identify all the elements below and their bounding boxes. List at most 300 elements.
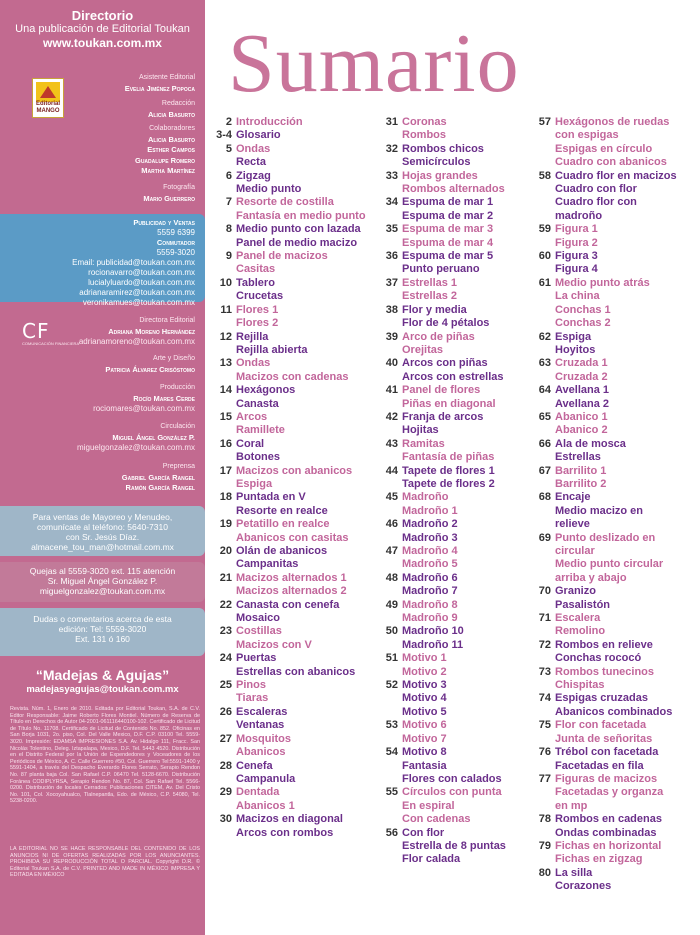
toc-entry[interactable] bbox=[376, 813, 506, 826]
toc-entry[interactable] bbox=[210, 451, 366, 464]
ventas-email[interactable]: almacene_tou_man@hotmail.com.mx bbox=[31, 542, 174, 552]
toc-page-number: 17 bbox=[219, 464, 232, 477]
toc-entry[interactable] bbox=[376, 398, 506, 411]
toc-entry[interactable] bbox=[529, 304, 677, 317]
toc-entry-title: Conchas rococó bbox=[555, 652, 642, 665]
toc-entry-title: Resorte en realce bbox=[236, 504, 328, 517]
toc-page-number: 22 bbox=[219, 598, 232, 611]
toc-entry[interactable] bbox=[529, 505, 677, 518]
toc-entry[interactable] bbox=[529, 545, 677, 558]
toc-entry-title: La china bbox=[555, 290, 600, 303]
toc-entry-title: Zigzag bbox=[236, 169, 271, 182]
toc-entry[interactable] bbox=[210, 371, 366, 384]
toc-entry-title: Puertas bbox=[236, 652, 277, 665]
toc-entry-title: Macizos con cadenas bbox=[236, 370, 349, 383]
toc-page-number: 56 bbox=[385, 826, 398, 839]
toc-entry[interactable] bbox=[529, 800, 677, 813]
toc-entry[interactable] bbox=[529, 424, 677, 437]
toc-entry-title: Punto peruano bbox=[402, 263, 480, 276]
toc-entry[interactable] bbox=[529, 143, 677, 156]
toc-entry[interactable] bbox=[210, 719, 366, 732]
toc-entry[interactable] bbox=[529, 679, 677, 692]
toc-page-number: 45 bbox=[385, 491, 398, 504]
toc-entry[interactable] bbox=[210, 478, 366, 491]
toc-entry[interactable] bbox=[210, 196, 366, 209]
toc-entry[interactable] bbox=[529, 639, 677, 652]
toc-entry[interactable] bbox=[376, 438, 506, 451]
toc-entry-title: Rejilla bbox=[236, 330, 269, 343]
toc-entry[interactable] bbox=[210, 786, 366, 799]
toc-entry[interactable] bbox=[376, 612, 506, 625]
toc-entry[interactable] bbox=[529, 196, 677, 209]
toc-page-number: 10 bbox=[219, 276, 232, 289]
toc-entry-title: Madroño 11 bbox=[402, 638, 464, 651]
cf-logo-subtitle: COMUNICACIÓN FINANCIERA bbox=[22, 341, 80, 346]
toc-entry[interactable] bbox=[529, 290, 677, 303]
toc-entry[interactable] bbox=[376, 317, 506, 330]
toc-entry[interactable] bbox=[376, 451, 506, 464]
credit-name: Alicia Basurto bbox=[148, 109, 195, 119]
toc-entry[interactable] bbox=[376, 558, 506, 571]
toc-entry[interactable] bbox=[376, 277, 506, 290]
toc-entry[interactable] bbox=[529, 438, 677, 451]
toc-entry[interactable] bbox=[376, 505, 506, 518]
staff-name: Gabriel García Rangel bbox=[121, 472, 195, 482]
toc-entry[interactable] bbox=[376, 532, 506, 545]
toc-entry[interactable] bbox=[529, 706, 677, 719]
magazine-email[interactable]: madejasyagujas@toukan.com.mx bbox=[26, 684, 179, 695]
toc-entry-title: Cuadro flor con bbox=[555, 196, 637, 209]
toc-page-number: 13 bbox=[219, 357, 232, 370]
toc-entry[interactable] bbox=[529, 840, 677, 853]
toc-entry-title: Orejitas bbox=[402, 343, 443, 356]
toc-entry-title: Madroño 6 bbox=[402, 571, 458, 584]
toc-entry[interactable] bbox=[529, 867, 677, 880]
toc-entry[interactable] bbox=[210, 760, 366, 773]
staff-email[interactable]: miguelgonzalez@toukan.com.mx bbox=[77, 443, 195, 452]
staff-name: Ramón García Rangel bbox=[125, 483, 195, 492]
toc-entry-title: Dentada bbox=[236, 786, 280, 799]
magazine-block bbox=[0, 667, 205, 696]
toc-entry-title: Franja de arcos bbox=[402, 410, 484, 423]
toc-entry[interactable] bbox=[529, 692, 677, 705]
toc-entry[interactable] bbox=[210, 237, 366, 250]
toc-page-number: 18 bbox=[219, 491, 232, 504]
toc-entry[interactable] bbox=[210, 424, 366, 437]
toc-entry[interactable] bbox=[376, 143, 506, 156]
toc-entry[interactable] bbox=[210, 263, 366, 276]
toc-entry[interactable] bbox=[210, 692, 366, 705]
ventas-line: Para ventas de Mayoreo y Menudeo, bbox=[32, 512, 173, 522]
toc-entry[interactable] bbox=[529, 719, 677, 732]
toc-entry[interactable] bbox=[376, 639, 506, 652]
toc-entry[interactable] bbox=[210, 612, 366, 625]
toc-page-number: 41 bbox=[385, 384, 398, 397]
toc-entry-title: Macizos con abanicos bbox=[236, 464, 353, 477]
toc-entry-title: Motivo 4 bbox=[402, 692, 447, 705]
toc-entry-title: Abanicos bbox=[236, 746, 286, 759]
toc-entry[interactable] bbox=[376, 572, 506, 585]
toc-entry[interactable] bbox=[210, 438, 366, 451]
toc-entry[interactable] bbox=[210, 491, 366, 504]
toc-entry[interactable] bbox=[376, 599, 506, 612]
toc-entry[interactable] bbox=[529, 733, 677, 746]
toc-entry[interactable] bbox=[376, 424, 506, 437]
toc-entry[interactable] bbox=[210, 518, 366, 531]
toc-entry-title: Macizos en diagonal bbox=[236, 813, 343, 826]
toc-entry[interactable] bbox=[529, 532, 677, 545]
toc-entry[interactable] bbox=[529, 599, 677, 612]
toc-entry-title: Hexágonos de ruedas bbox=[555, 116, 670, 128]
toc-entry[interactable] bbox=[376, 465, 506, 478]
toc-entry[interactable] bbox=[210, 652, 366, 665]
toc-entry[interactable] bbox=[529, 250, 677, 263]
email-link[interactable]: lucialyluardo@toukan.com.mx bbox=[88, 278, 195, 287]
toc-entry[interactable] bbox=[376, 210, 506, 223]
quejas-line: Sr. Miguel Ángel González P. bbox=[47, 576, 158, 586]
cf-logo: CF bbox=[22, 319, 50, 343]
toc-entry[interactable] bbox=[210, 156, 366, 169]
toc-entry[interactable] bbox=[210, 331, 366, 344]
toc-entry[interactable] bbox=[210, 746, 366, 759]
toc-entry[interactable] bbox=[376, 666, 506, 679]
toc-page-number: 3-4 bbox=[216, 129, 232, 142]
toc-entry-title: Estrellas bbox=[555, 451, 601, 464]
toc-entry[interactable] bbox=[529, 813, 677, 826]
toc-entry[interactable] bbox=[376, 518, 506, 531]
email-link[interactable]: adrianaramirez@toukan.com.mx bbox=[79, 288, 195, 297]
toc-entry-title: Ramitas bbox=[402, 437, 445, 450]
toc-entry[interactable] bbox=[210, 223, 366, 236]
toc-entry[interactable] bbox=[529, 853, 677, 866]
toc-entry[interactable] bbox=[210, 666, 366, 679]
toc-entry[interactable] bbox=[210, 290, 366, 303]
toc-entry[interactable] bbox=[529, 331, 677, 344]
toc-entry[interactable] bbox=[210, 411, 366, 424]
toc-entry[interactable] bbox=[529, 183, 677, 196]
toc-page-number: 67 bbox=[538, 464, 551, 477]
email-link[interactable]: rocionavarro@toukan.com.mx bbox=[88, 268, 195, 277]
toc-entry-title: Rejilla abierta bbox=[236, 343, 308, 356]
toc-entry[interactable] bbox=[529, 223, 677, 236]
toc-entry-title: Introducción bbox=[236, 116, 303, 128]
toc-entry-title: Rombos en cadenas bbox=[555, 813, 662, 826]
staff-role: Arte y Diseño bbox=[152, 355, 195, 362]
toc-entry-title: Conchas 1 bbox=[555, 303, 611, 316]
toc-entry[interactable] bbox=[376, 652, 506, 665]
toc-entry[interactable] bbox=[376, 625, 506, 638]
toc-entry[interactable] bbox=[376, 331, 506, 344]
toc-entry[interactable] bbox=[210, 317, 366, 330]
toc-entry[interactable] bbox=[210, 344, 366, 357]
toc-entry-title: Estrella de 8 puntas bbox=[402, 839, 506, 852]
toc-entry-title: Hojas grandes bbox=[402, 169, 478, 182]
toc-entry[interactable] bbox=[529, 451, 677, 464]
toc-entry-title: Facetadas y organza bbox=[555, 786, 664, 799]
toc-page-number: 39 bbox=[385, 330, 398, 343]
toc-entry[interactable] bbox=[529, 666, 677, 679]
toc-page-number: 36 bbox=[385, 250, 398, 263]
toc-entry-title: Rombos bbox=[402, 129, 446, 142]
toc-entry[interactable] bbox=[529, 746, 677, 759]
toc-entry-title: Tapete de flores 1 bbox=[402, 464, 495, 477]
credit-asistente bbox=[125, 73, 195, 94]
toc-entry-title: Panel de medio macizo bbox=[236, 236, 358, 249]
toc-page-number: 68 bbox=[538, 491, 551, 504]
toc-entry[interactable] bbox=[376, 800, 506, 813]
toc-entry-title: Arcos con piñas bbox=[402, 357, 488, 370]
toc-entry[interactable] bbox=[529, 572, 677, 585]
toc-entry[interactable] bbox=[529, 827, 677, 840]
staff-email[interactable]: adrianamoreno@toukan.com.mx bbox=[78, 337, 195, 346]
mango-logo bbox=[32, 78, 64, 118]
toc-entry-title: Medio punto bbox=[236, 183, 302, 196]
toc-entry-title: Arcos con rombos bbox=[236, 826, 334, 839]
toc-page-number: 69 bbox=[538, 531, 551, 544]
toc-entry[interactable] bbox=[376, 491, 506, 504]
toc-page-number: 44 bbox=[385, 464, 398, 477]
toc-entry[interactable] bbox=[210, 639, 366, 652]
toc-entry[interactable] bbox=[529, 558, 677, 571]
toc-entry[interactable] bbox=[376, 183, 506, 196]
toc-entry[interactable] bbox=[529, 237, 677, 250]
toc-entry[interactable] bbox=[376, 344, 506, 357]
toc-entry[interactable] bbox=[529, 371, 677, 384]
toc-entry[interactable] bbox=[529, 760, 677, 773]
toc-entry[interactable] bbox=[210, 733, 366, 746]
toc-entry[interactable] bbox=[376, 357, 506, 370]
toc-entry[interactable] bbox=[376, 585, 506, 598]
toc-entry-title: Arco de piñas bbox=[402, 330, 475, 343]
toc-entry[interactable] bbox=[529, 465, 677, 478]
toc-entry-title: Espiga bbox=[555, 330, 592, 343]
dudas-line: edición: Tel: 5559-3020 bbox=[58, 624, 147, 634]
toc-page-number: 5 bbox=[225, 142, 232, 155]
toc-entry[interactable] bbox=[529, 398, 677, 411]
toc-entry[interactable] bbox=[210, 572, 366, 585]
toc-entry-title: Glosario bbox=[236, 129, 281, 142]
toc-entry[interactable] bbox=[376, 853, 506, 866]
toc-entry[interactable] bbox=[376, 129, 506, 142]
toc-entry[interactable] bbox=[376, 840, 506, 853]
website-link[interactable]: www.toukan.com.mx bbox=[43, 36, 162, 50]
toc-page-number: 75 bbox=[538, 719, 551, 732]
toc-entry-title: Tablero bbox=[236, 276, 275, 289]
toc-entry[interactable] bbox=[210, 465, 366, 478]
toc-entry[interactable] bbox=[376, 196, 506, 209]
toc-page-number: 64 bbox=[538, 384, 551, 397]
toc-entry[interactable] bbox=[529, 625, 677, 638]
toc-entry[interactable] bbox=[210, 250, 366, 263]
toc-entry[interactable] bbox=[210, 357, 366, 370]
toc-page-number: 78 bbox=[538, 813, 551, 826]
toc-entry[interactable] bbox=[529, 478, 677, 491]
toc-entry-title: Flor con facetada bbox=[555, 719, 647, 732]
toc-entry-title: Panel de macizos bbox=[236, 250, 328, 263]
toc-entry[interactable] bbox=[376, 116, 506, 129]
toc-entry[interactable] bbox=[210, 545, 366, 558]
toc-entry[interactable] bbox=[210, 532, 366, 545]
toc-page-number: 46 bbox=[385, 518, 398, 531]
toc-entry[interactable] bbox=[529, 129, 677, 142]
toc-entry[interactable] bbox=[529, 518, 677, 531]
toc-entry[interactable] bbox=[210, 599, 366, 612]
toc-entry[interactable] bbox=[529, 210, 677, 223]
toc-entry-title: Espigas en círculo bbox=[555, 142, 653, 155]
toc-entry[interactable] bbox=[529, 786, 677, 799]
toc-entry[interactable] bbox=[376, 733, 506, 746]
dudas-box bbox=[0, 608, 205, 656]
toc-entry[interactable] bbox=[376, 706, 506, 719]
toc-entry-title: Hexágonos bbox=[236, 384, 296, 397]
toc-entry[interactable] bbox=[529, 317, 677, 330]
toc-entry[interactable] bbox=[529, 277, 677, 290]
toc-entry-title: Flores 2 bbox=[236, 317, 279, 330]
toc-entry-title: Madroño 7 bbox=[402, 585, 458, 598]
toc-entry-title: Casitas bbox=[236, 263, 276, 276]
credit-role: Asistente Editorial bbox=[138, 74, 195, 81]
staff-name: Adriana Moreno Hernández bbox=[108, 326, 195, 336]
toc-entry[interactable] bbox=[376, 679, 506, 692]
publicidad-phone: 5559 6399 bbox=[157, 228, 195, 237]
toc-entry-title: Fichas en zigzag bbox=[555, 853, 643, 866]
toc-entry[interactable] bbox=[210, 505, 366, 518]
toc-entry[interactable] bbox=[376, 773, 506, 786]
toc-entry[interactable] bbox=[529, 263, 677, 276]
toc-entry[interactable] bbox=[210, 706, 366, 719]
toc-entry-title: Círculos con punta bbox=[402, 786, 502, 799]
toc-entry-title: Piñas en diagonal bbox=[402, 397, 496, 410]
toc-entry-title: Punto deslizado en bbox=[555, 531, 656, 544]
toc-entry-title: Madroño 9 bbox=[402, 612, 458, 625]
toc-entry[interactable] bbox=[376, 692, 506, 705]
toc-entry[interactable] bbox=[210, 813, 366, 826]
toc-entry[interactable] bbox=[210, 827, 366, 840]
toc-entry-title: Cenefa bbox=[236, 759, 273, 772]
email-link[interactable]: veronikamues@toukan.com.mx bbox=[82, 298, 195, 307]
toc-entry[interactable] bbox=[376, 760, 506, 773]
toc-entry[interactable] bbox=[376, 263, 506, 276]
toc-entry[interactable] bbox=[529, 491, 677, 504]
toc-entry[interactable] bbox=[210, 585, 366, 598]
toc-page-number: 11 bbox=[220, 303, 232, 316]
toc-entry[interactable] bbox=[376, 827, 506, 840]
toc-page-number: 61 bbox=[538, 276, 551, 289]
toc-entry[interactable] bbox=[529, 411, 677, 424]
toc-entry[interactable] bbox=[376, 719, 506, 732]
toc-entry[interactable] bbox=[376, 411, 506, 424]
toc-entry[interactable] bbox=[210, 210, 366, 223]
toc-entry-title: Hojitas bbox=[402, 424, 439, 437]
toc-entry-title: circular bbox=[555, 545, 595, 557]
email-link[interactable]: Email: publicidad@toukan.com.mx bbox=[72, 258, 195, 267]
conmutador-label: Conmutador bbox=[156, 238, 195, 247]
credit-redaccion bbox=[148, 99, 195, 120]
toc-entry[interactable] bbox=[376, 250, 506, 263]
staff-email[interactable]: rociomares@toukan.com.mx bbox=[93, 404, 195, 413]
toc-entry[interactable] bbox=[210, 558, 366, 571]
toc-entry-title: Escalera bbox=[555, 612, 601, 625]
toc-entry-title: Granizo bbox=[555, 585, 596, 598]
toc-entry[interactable] bbox=[529, 170, 677, 183]
page-title: Sumario bbox=[228, 17, 520, 110]
toc-entry[interactable] bbox=[529, 357, 677, 370]
toc-entry[interactable] bbox=[529, 612, 677, 625]
mango-logo-label: Editorial MANGO bbox=[35, 101, 60, 114]
toc-entry[interactable] bbox=[210, 129, 366, 142]
toc-entry[interactable] bbox=[529, 156, 677, 169]
toc-entry[interactable] bbox=[376, 478, 506, 491]
toc-entry[interactable] bbox=[376, 384, 506, 397]
toc-entry[interactable] bbox=[529, 880, 677, 893]
toc-entry-title: madroño bbox=[555, 209, 603, 222]
toc-entry[interactable] bbox=[376, 746, 506, 759]
toc-entry-title: arriba y abajo bbox=[555, 571, 627, 584]
toc-entry[interactable] bbox=[210, 679, 366, 692]
staff-role: Circulación bbox=[160, 423, 195, 430]
toc-entry[interactable] bbox=[376, 786, 506, 799]
toc-entry-title: relieve bbox=[555, 518, 590, 531]
quejas-email[interactable]: miguelgonzalez@toukan.com.mx bbox=[39, 586, 166, 596]
toc-entry-title: Crucetas bbox=[236, 290, 284, 303]
toc-entry[interactable] bbox=[210, 183, 366, 196]
toc-entry[interactable] bbox=[376, 237, 506, 250]
toc-entry[interactable] bbox=[376, 290, 506, 303]
toc-entry[interactable] bbox=[529, 585, 677, 598]
toc-entry[interactable] bbox=[529, 384, 677, 397]
credit-name: Alicia Basurto bbox=[148, 134, 195, 144]
toc-page-number: 71 bbox=[538, 612, 551, 625]
toc-entry[interactable] bbox=[529, 652, 677, 665]
toc-entry[interactable] bbox=[210, 398, 366, 411]
quejas-box bbox=[0, 562, 205, 602]
toc-entry-title: Facetadas en fila bbox=[555, 759, 644, 772]
toc-entry[interactable] bbox=[376, 545, 506, 558]
toc-entry-title: Resorte de costilla bbox=[236, 196, 334, 209]
toc-entry[interactable] bbox=[210, 773, 366, 786]
toc-entry-title: Motivo 8 bbox=[402, 746, 447, 759]
toc-entry[interactable] bbox=[529, 116, 677, 129]
toc-entry[interactable] bbox=[529, 773, 677, 786]
toc-entry-title: Espuma de mar 4 bbox=[402, 236, 494, 249]
toc-entry-title: Espuma de mar 1 bbox=[402, 196, 494, 209]
toc-entry-title: Espuma de mar 3 bbox=[402, 223, 494, 236]
toc-entry[interactable] bbox=[376, 170, 506, 183]
toc-entry-title: Botones bbox=[236, 451, 280, 464]
toc-entry[interactable] bbox=[210, 116, 366, 129]
toc-entry-title: Coral bbox=[236, 437, 265, 450]
toc-entry-title: Macizos alternados 1 bbox=[236, 571, 347, 584]
toc-page-number: 55 bbox=[385, 786, 398, 799]
toc-entry-title: Remolino bbox=[555, 625, 606, 638]
publisher-line: Una publicación de Editorial Toukan bbox=[15, 23, 190, 35]
toc-entry[interactable] bbox=[376, 371, 506, 384]
toc-entry-title: Flores 1 bbox=[236, 303, 279, 316]
toc-entry-title: La silla bbox=[555, 866, 593, 879]
toc-entry[interactable] bbox=[210, 143, 366, 156]
toc-entry[interactable] bbox=[376, 223, 506, 236]
toc-entry[interactable] bbox=[376, 156, 506, 169]
toc-entry[interactable] bbox=[210, 800, 366, 813]
toc-entry[interactable] bbox=[210, 384, 366, 397]
toc-entry[interactable] bbox=[376, 304, 506, 317]
toc-entry-title: Fantasia bbox=[402, 759, 447, 772]
toc-entry[interactable] bbox=[210, 304, 366, 317]
toc-entry[interactable] bbox=[210, 625, 366, 638]
toc-entry[interactable] bbox=[210, 277, 366, 290]
toc-entry[interactable] bbox=[529, 344, 677, 357]
toc-entry[interactable] bbox=[210, 170, 366, 183]
